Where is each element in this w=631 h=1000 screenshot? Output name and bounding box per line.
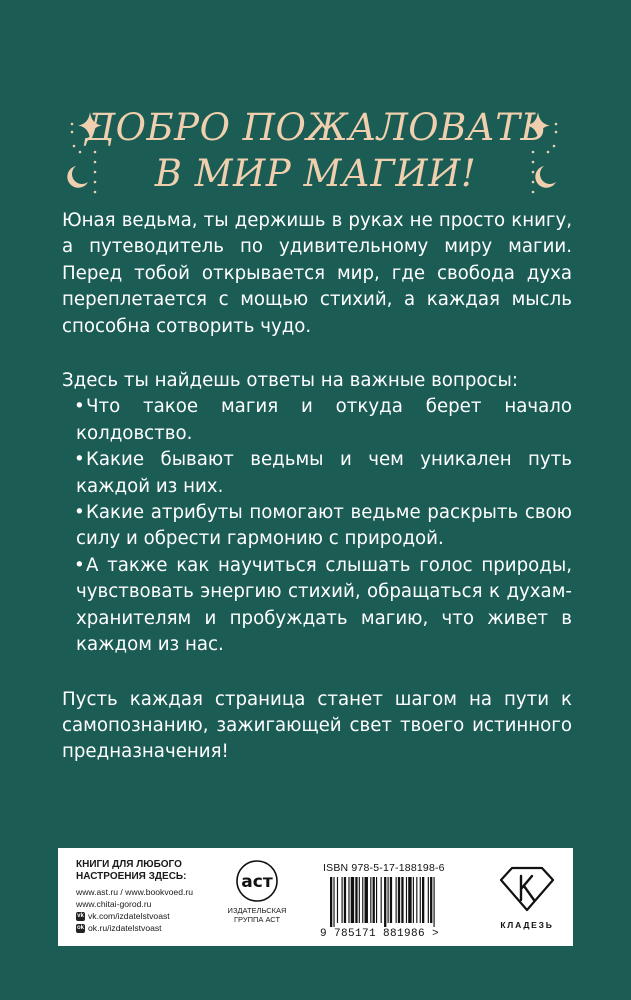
ast-logo-mark (236, 860, 278, 902)
questions-list (62, 394, 572, 658)
questions-intro: Здесь ты найдешь ответы на важные вопросы: (62, 370, 518, 392)
closing-paragraph: Пусть каждая страница станет шагом на пути к самопознанию, зажигающей свет твоего истинного предназначения! (62, 688, 572, 763)
description-text (62, 208, 572, 766)
list-item: •Какие бывают ведьмы и чем уникален путь каждой из них. (74, 449, 572, 497)
svg-text:аст: аст (241, 872, 273, 892)
store-link[interactable]: www.chitai-gorod.ru (76, 899, 152, 909)
intro-paragraph: Юная ведьма, ты держишь в руках не просто книгу, а путеводитель по удивительному миру магии. Перед тобой открывается мир, где свобода духа переплетается с мощью стихий, а каждая мысль способна сотворить чудо. (62, 210, 572, 337)
ast-logo (224, 860, 290, 924)
publisher-caption-2: ГРУППА АСТ (233, 915, 281, 924)
ok-icon: ok (76, 924, 84, 931)
barcode-digits: 9 785171 881986 > (320, 928, 440, 940)
stores-heading-2: НАСТРОЕНИЯ ЗДЕСЬ: (76, 871, 187, 882)
list-item: •Что такое магия и откуда берет начало колдовство. (74, 396, 572, 444)
title-line-2: В МИР МАГИИ! (154, 152, 477, 195)
bookstore-info (76, 859, 236, 934)
ok-link[interactable]: ok ok.ru/izdatelstvoast (76, 923, 162, 933)
list-item: •А также как научиться слышать голос природы, чувствовать энергию стихий, обращаться к духам-хранителям и пробуждать магию, что живет в каждом из нас. (74, 554, 572, 656)
isbn-number: ISBN 978-5-17-188198-6 (323, 862, 445, 874)
diamond-k-icon (498, 862, 556, 914)
publisher-panel (58, 848, 573, 946)
stores-heading-1: КНИГИ ДЛЯ ЛЮБОГО (76, 859, 182, 870)
barcode (328, 877, 480, 931)
publisher-caption-1: ИЗДАТЕЛЬСКАЯ (227, 906, 287, 915)
title-line-1: ДОБРО ПОЖАЛОВАТЬ (85, 106, 546, 149)
brand-name: КЛАДЕЗЬ (500, 920, 554, 930)
list-item: •Какие атрибуты помогают ведьме раскрыть свою силу и обрести гармонию с природой. (74, 502, 572, 550)
kladez-logo (491, 862, 563, 930)
vk-link[interactable]: vk vk.com/izdatelstvoast (77, 911, 170, 921)
cover-title (0, 105, 631, 197)
vk-icon: vk (77, 912, 84, 919)
store-link[interactable]: www.ast.ru / www.bookvoed.ru (76, 887, 194, 897)
